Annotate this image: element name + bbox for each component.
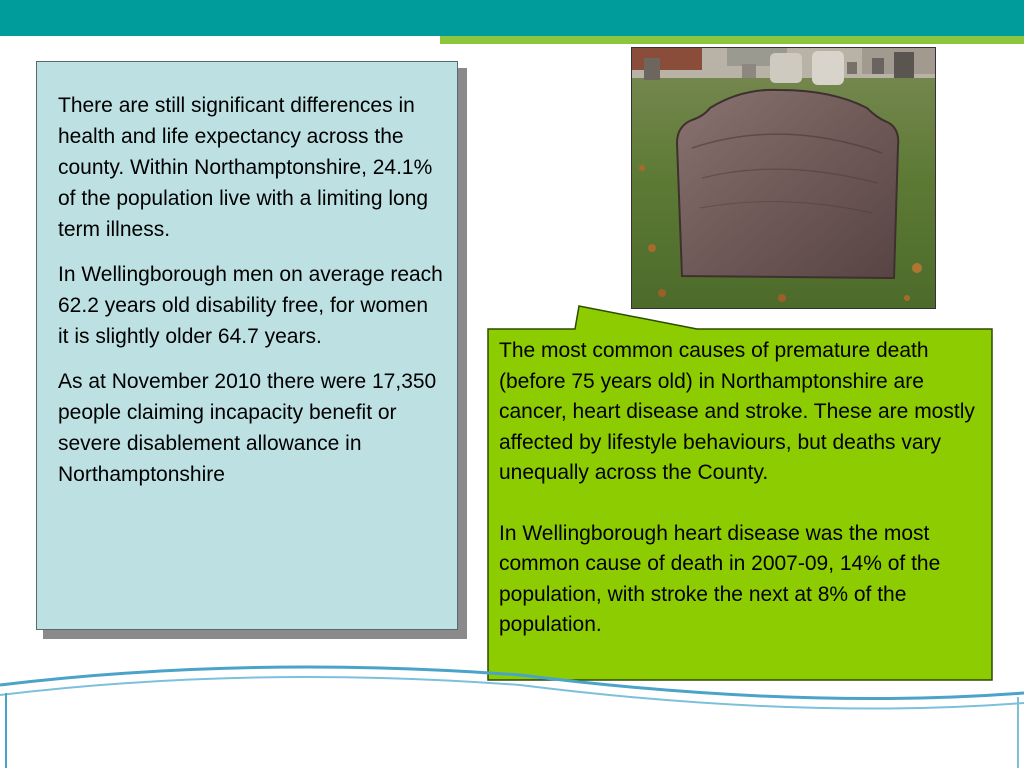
left-box-text — [58, 90, 443, 504]
decorative-wave — [0, 655, 1024, 768]
callout-paragraph-2: In Wellingborough heart disease was the most common cause of death in 2007-09, 14% of the population, with stroke the next at 8% of the population. — [499, 521, 941, 636]
header-accent-stripe — [440, 36, 1024, 44]
callout-paragraph-1: The most common causes of premature death (before 75 years old) in Northamptonshire are cancer, heart disease and stroke. These are mostly affected by lifestyle behaviours, but deaths vary unequally across the County. — [499, 339, 975, 484]
left-paragraph-3: As at November 2010 there were 17,350 people claiming incapacity benefit or severe disablement allowance in Northamptonshire — [58, 370, 437, 486]
callout-text — [499, 336, 987, 641]
header-bar — [0, 0, 1024, 36]
gravestone-photo — [631, 47, 936, 309]
left-paragraph-2: In Wellingborough men on average reach 62.2 years old disability free, for women it is slightly older 64.7 years. — [58, 263, 443, 348]
left-paragraph-1: There are still significant differences in health and life expectancy across the county. Within Northamptonshire, 24.1% of the population live with a limiting long term illness. — [58, 94, 433, 241]
